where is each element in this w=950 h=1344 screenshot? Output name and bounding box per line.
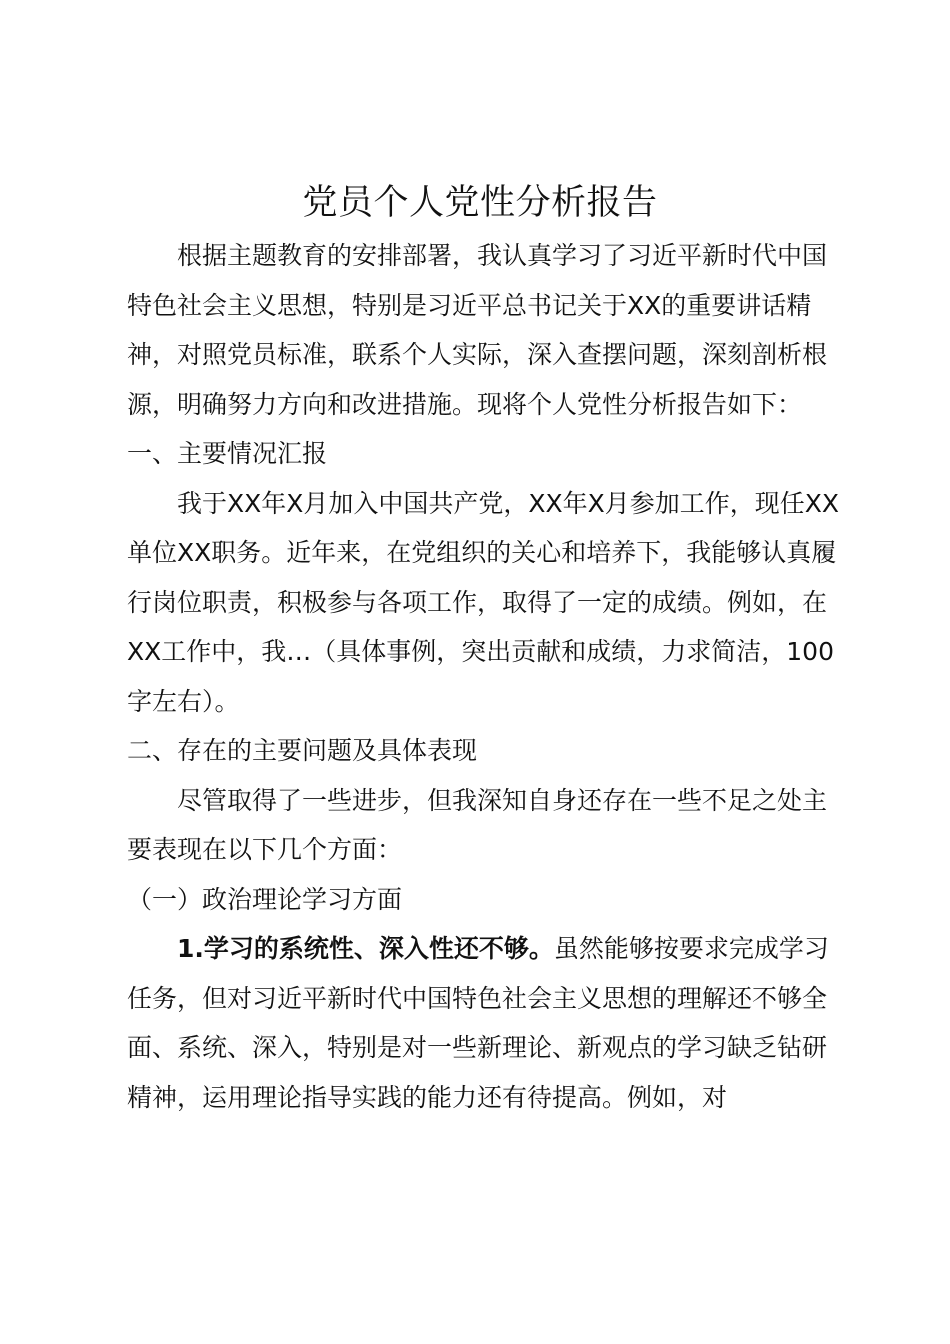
- document-title: 党员个人党性分析报告: [302, 183, 658, 223]
- intro-paragraph: 根据主题教育的安排部署，我认真学习了习近平新时代中国特色社会主义思想，特别是习近平总书记关于XX的重要讲话精神，对照党员标准，联系个人实际，深入查摆问题，深刻剖析根源，明确努力方向和改进措施。现将个人党性分析报告如下：: [127, 241, 828, 419]
- problems-intro-paragraph: 尽管取得了一些进步，但我深知自身还存在一些不足之处主要表现在以下几个方面：: [127, 785, 828, 864]
- section-heading-main-situation: 一、主要情况汇报: [127, 439, 328, 468]
- point-1-lead: 1.学习的系统性、深入性还不够。: [177, 934, 554, 963]
- point-1-paragraph: [127, 924, 839, 1122]
- document-body: [127, 231, 839, 1122]
- point-1-body: 虽然能够按要求完成学习任务，但对习近平新时代中国特色社会主义思想的理解还不够全面、系统、深入，特别是对一些新理论、新观点的学习缺乏钻研精神，运用理论指导实践的能力还有待提高。例如，对: [127, 934, 829, 1112]
- section-heading-problems: 二、存在的主要问题及具体表现: [127, 736, 478, 765]
- main-situation-paragraph: 我于XX年X月加入中国共产党，XX年X月参加工作，现任XX单位XX职务。近年来，在党组织的关心和培养下，我能够认真履行岗位职责，积极参与各项工作，取得了一定的成绩。例如，在XX工作中，我…（具体事例，突出贡献和成绩，力求简洁，100字左右）。: [127, 488, 840, 716]
- subsection-heading-political-theory: （一）政治理论学习方面: [127, 884, 403, 914]
